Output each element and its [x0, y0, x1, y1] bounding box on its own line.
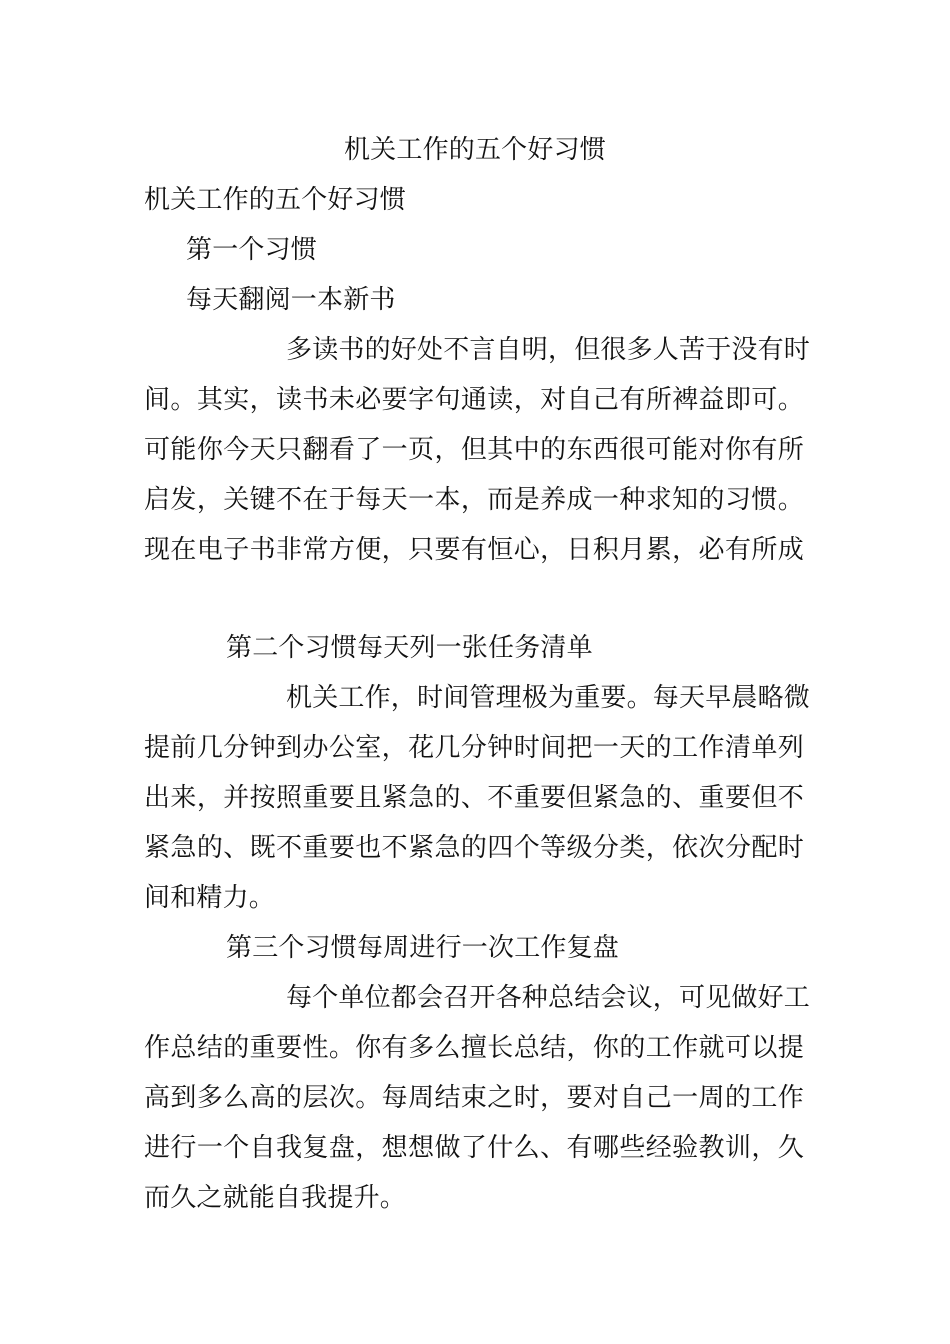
document-subtitle: 机关工作的五个好习惯	[144, 185, 407, 215]
section3-paragraph-line: 每个单位都会召开各种总结会议，可见做好工	[286, 983, 811, 1013]
section1-paragraph-line: 多读书的好处不言自明，但很多人苦于没有时	[286, 335, 811, 365]
section2-paragraph-line: 间和精力。	[144, 883, 276, 913]
section1-heading-text: 每天翻阅一本新书	[186, 285, 396, 315]
section1-paragraph-line: 间。其实，读书未必要字句通读，对自己有所裨益即可。	[144, 385, 804, 415]
section2-paragraph-line: 出来，并按照重要且紧急的、不重要但紧急的、重要但不	[144, 783, 804, 813]
section1-paragraph-line: 可能你今天只翻看了一页，但其中的东西很可能对你有所	[144, 435, 804, 465]
section3-paragraph-line: 进行一个自我复盘，想想做了什么、有哪些经验教训，久	[144, 1133, 804, 1163]
document-title: 机关工作的五个好习惯	[343, 135, 606, 165]
section2-paragraph-line: 提前几分钟到办公室，花几分钟时间把一天的工作清单列	[144, 733, 804, 763]
section1-paragraph-line: 启发，关键不在于每天一本，而是养成一种求知的习惯。	[144, 485, 804, 515]
section3-heading: 第三个习惯每周进行一次工作复盘	[226, 933, 620, 963]
section2-paragraph-line: 紧急的、既不重要也不紧急的四个等级分类，依次分配时	[144, 833, 804, 863]
section2-paragraph-line: 机关工作，时间管理极为重要。每天早晨略微	[286, 683, 811, 713]
section3-paragraph-line: 高到多么高的层次。每周结束之时，要对自己一周的工作	[144, 1083, 804, 1113]
section3-paragraph-line: 而久之就能自我提升。	[144, 1183, 407, 1213]
section3-paragraph-line: 作总结的重要性。你有多么擅长总结，你的工作就可以提	[144, 1033, 804, 1063]
section2-heading: 第二个习惯每天列一张任务清单	[226, 633, 593, 663]
section1-heading-number: 第一个习惯	[186, 235, 318, 265]
section1-paragraph-line: 现在电子书非常方便，只要有恒心，日积月累，必有所成	[144, 535, 804, 565]
